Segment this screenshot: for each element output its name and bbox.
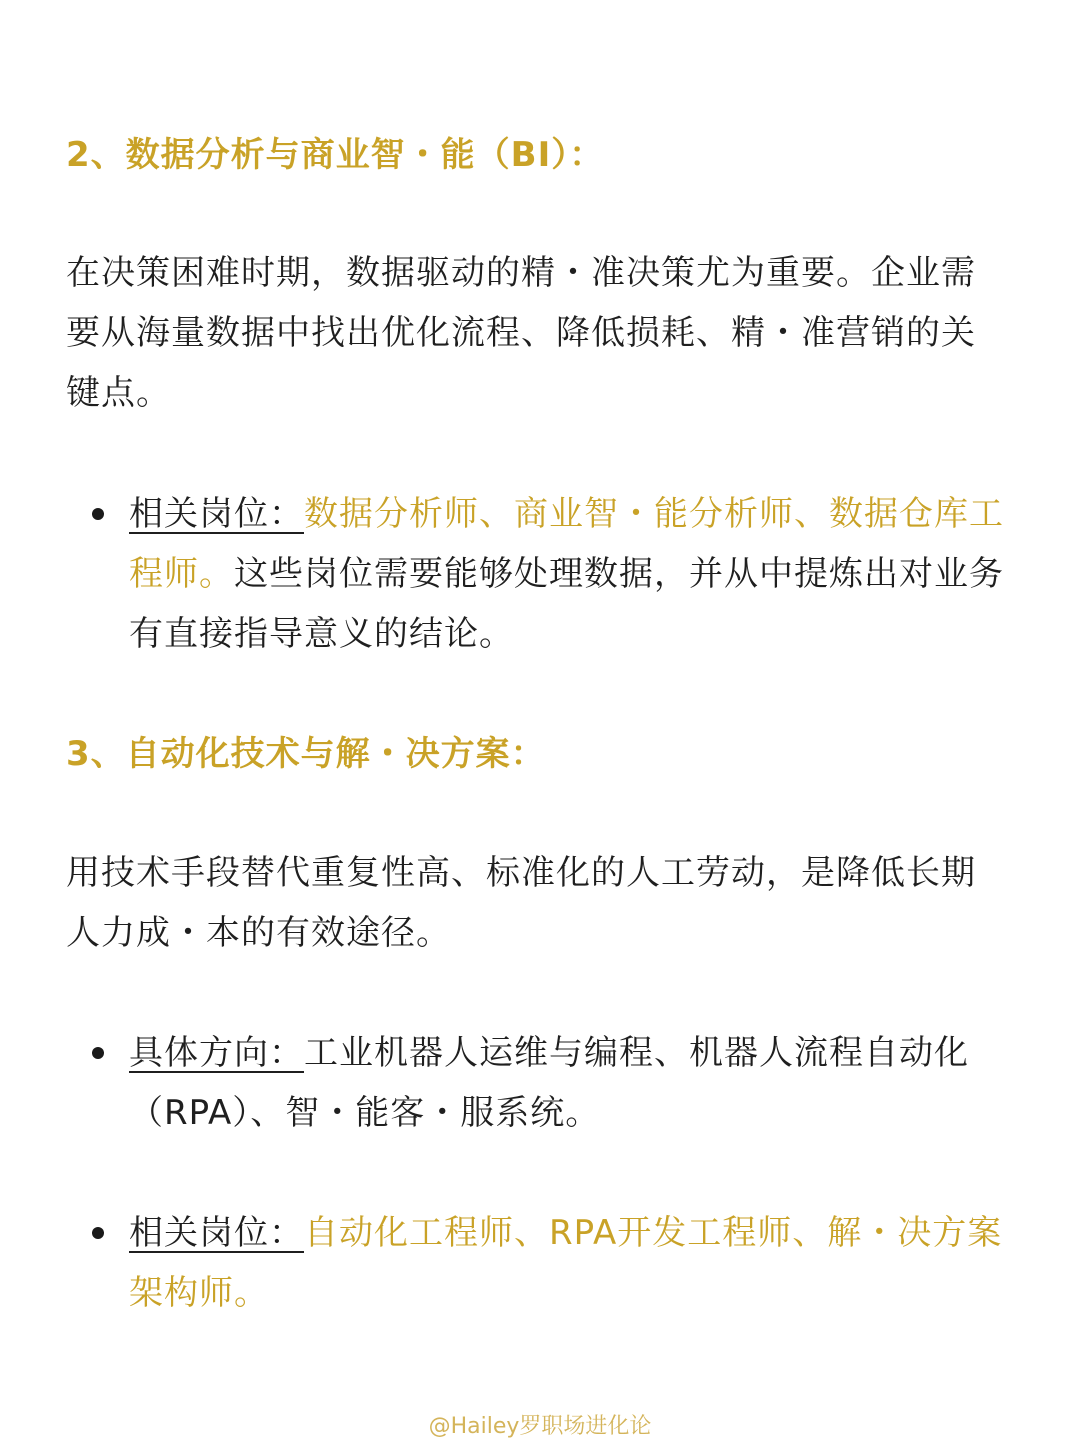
bullet-dot: [92, 508, 104, 520]
bullet-text: [129, 1023, 1009, 1143]
highlighted-roles: 数据分析师、商业智・能分析师、数据仓库工程师。: [129, 494, 1004, 594]
bullet-text: [129, 484, 1009, 664]
section-heading-automation: 3、自动化技术与解・决方案：: [66, 734, 546, 774]
bullet-bi-related-roles: [92, 484, 1022, 664]
paragraph-bi-intro: 在决策困难时期，数据驱动的精・准决策尤为重要。企业需要从海量数据中找出优化流程、降低损耗、精・准营销的关键点。: [66, 253, 976, 413]
highlighted-roles: 自动化工程师、RPA开发工程师、解・决方案架构师。: [129, 1213, 1003, 1313]
bullet-automation-related-roles: [92, 1203, 1022, 1323]
bullet-dot: [92, 1227, 104, 1239]
bullet-dot: [92, 1047, 104, 1059]
bullet-automation-direction: [92, 1023, 1022, 1143]
paragraph-automation-intro: 用技术手段替代重复性高、标准化的人工劳动，是降低长期人力成・本的有效途径。: [66, 853, 976, 953]
bullet-label: 相关岗位：: [129, 494, 304, 534]
bullet-label: 相关岗位：: [129, 1213, 304, 1253]
bullet-description: 这些岗位需要能够处理数据，并从中提炼出对业务有直接指导意义的结论。: [129, 554, 1004, 654]
bullet-description: 工业机器人运维与编程、机器人流程自动化（RPA）、智・能客・服系统。: [129, 1033, 969, 1133]
bullet-label: 具体方向：: [129, 1033, 304, 1073]
section-heading-bi: 2、数据分析与商业智・能（BI）：: [66, 135, 605, 175]
author-watermark: @Hailey罗职场进化论: [428, 1414, 652, 1439]
bullet-text: [129, 1203, 1009, 1323]
